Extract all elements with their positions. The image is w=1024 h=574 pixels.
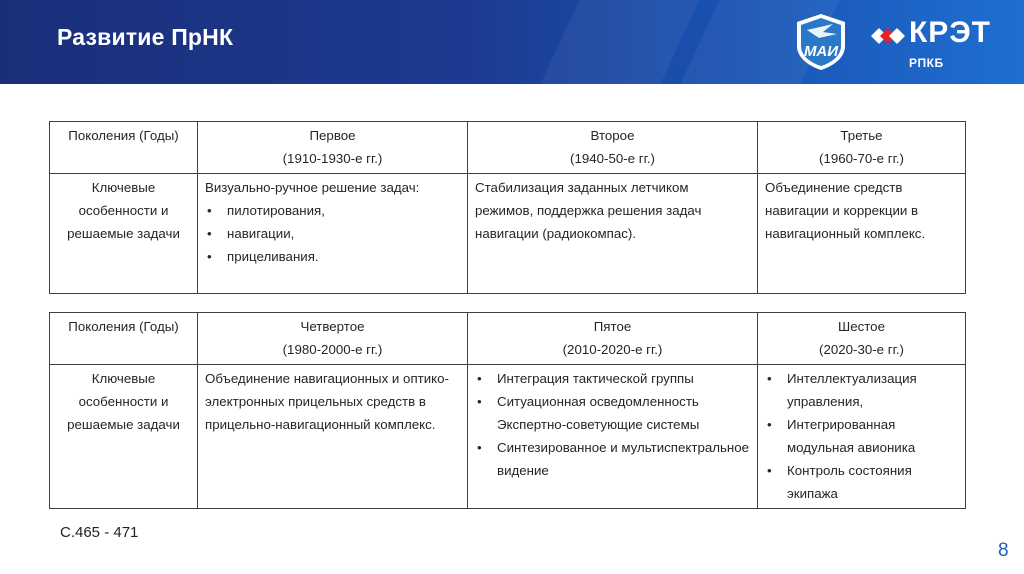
list-item: • Контроль состояния экипажа: [765, 459, 958, 505]
table-row: [50, 122, 966, 174]
page-reference: С.465 - 471: [60, 524, 139, 541]
task-list: [765, 367, 958, 505]
kret-logo-text: КРЭТ: [909, 16, 991, 49]
task-list: [205, 199, 460, 268]
row-header-cell: Поколения (Годы): [50, 313, 198, 365]
tasks-label-cell: Ключевые особенности и решаемые задачи: [50, 365, 198, 509]
generation-tasks-cell: Стабилизация заданных летчиком режимов, поддержка решения задач навигации (радиокомпас).: [468, 174, 758, 294]
row-header-cell: Поколения (Годы): [50, 122, 198, 174]
list-item: • прицеливания.: [205, 245, 460, 268]
page-title: Развитие ПрНК: [57, 24, 234, 50]
list-item: • пилотирования,: [205, 199, 460, 222]
generations-table-2: [49, 312, 966, 509]
mai-logo-text: МАИ: [803, 43, 839, 60]
generation-tasks-cell: [758, 365, 966, 509]
table-row: [50, 174, 966, 294]
kret-diamond-icon: [871, 27, 905, 45]
table-row: [50, 313, 966, 365]
tasks-label-cell: Ключевые особенности и решаемые задачи: [50, 174, 198, 294]
list-item: • Интеллектуализация управления,: [765, 367, 958, 413]
generation-tasks-cell: Визуально-ручное решение задач: • пилотирования, • навигации, • прицеливания.: [198, 174, 468, 294]
list-item: • навигации,: [205, 222, 460, 245]
kret-logo: [871, 14, 1011, 74]
mai-logo-icon: [793, 12, 849, 72]
generation-header-cell: Пятое (2010-2020-е гг.): [468, 313, 758, 365]
generation-tasks-cell: [468, 365, 758, 509]
list-item: • Интегрированная модульная авионика: [765, 413, 958, 459]
generation-header-cell: Третье (1960-70-е гг.): [758, 122, 966, 174]
rpkb-label: РПКБ: [909, 56, 944, 70]
list-item: • Интеграция тактической группы: [475, 367, 750, 390]
generation-tasks-cell: Объединение навигационных и оптико-электронных прицельных средств в прицельно-навигационный комплекс.: [198, 365, 468, 509]
table-row: [50, 365, 966, 509]
generation-header-cell: Второе (1940-50-е гг.): [468, 122, 758, 174]
list-item: • Ситуационная осведомленность Экспертно-советующие системы: [475, 390, 750, 436]
generation-header-cell: Четвертое (1980-2000-е гг.): [198, 313, 468, 365]
list-item: • Синтезированное и мультиспектральное видение: [475, 436, 750, 482]
task-list: [475, 367, 750, 482]
generation-header-cell: Первое (1910-1930-е гг.): [198, 122, 468, 174]
generation-tasks-cell: Объединение средств навигации и коррекции в навигационный комплекс.: [758, 174, 966, 294]
page-number: 8: [998, 540, 1009, 561]
generation-header-cell: Шестое (2020-30-е гг.): [758, 313, 966, 365]
header-bar: [0, 0, 1024, 84]
generations-table-1: [49, 121, 966, 294]
